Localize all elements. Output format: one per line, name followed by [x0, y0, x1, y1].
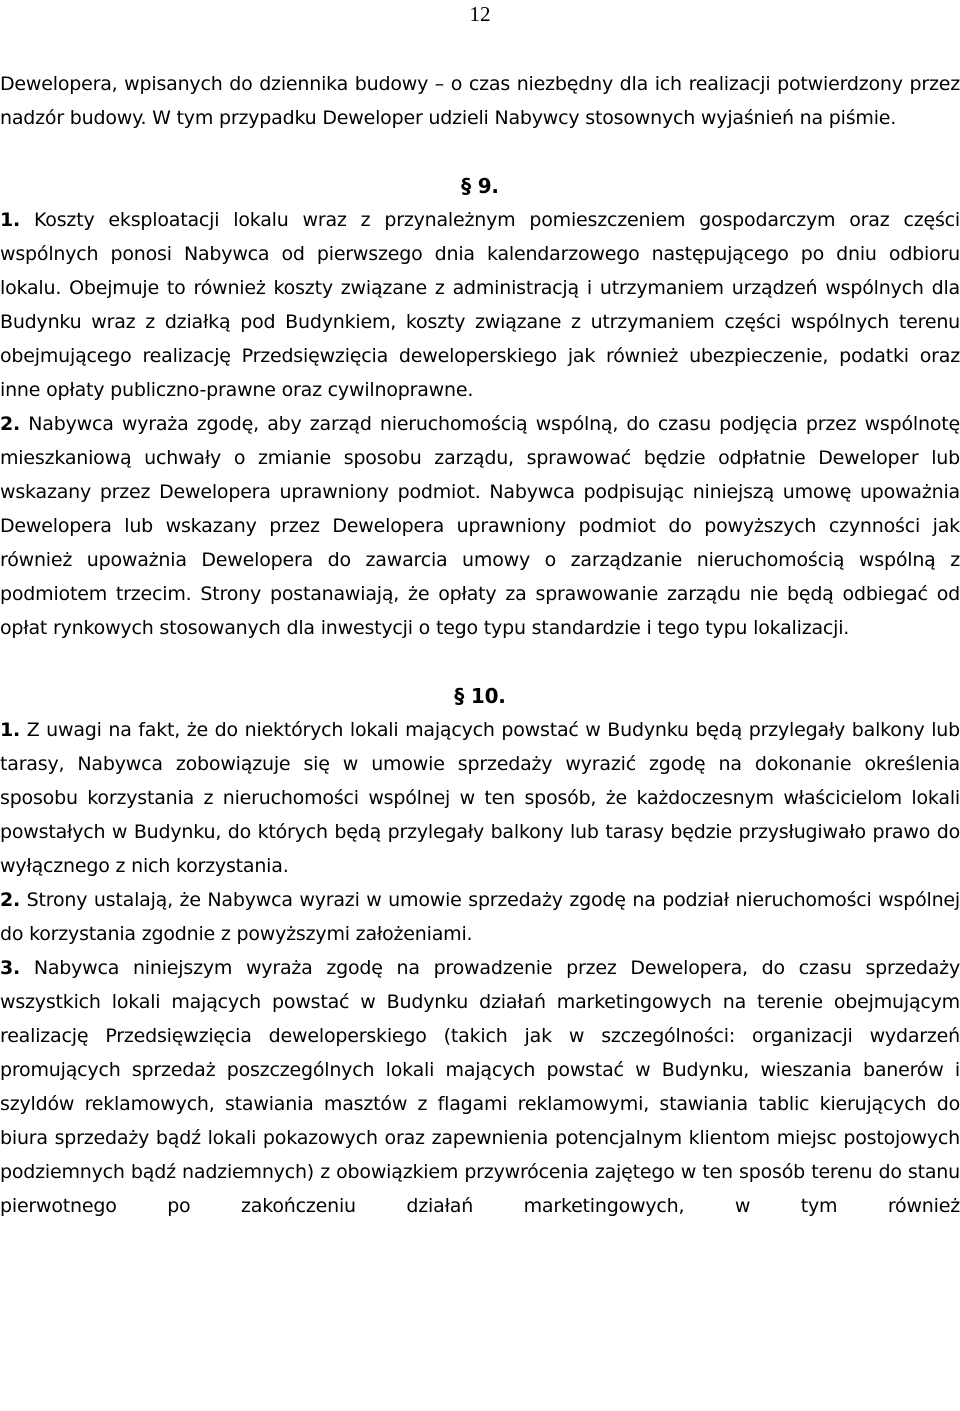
spacer [0, 645, 960, 679]
paragraph-text: Koszty eksploatacji lokalu wraz z przynależnym pomieszczeniem gospodarczym oraz części wspólnych ponosi Nabywca od pierwszego dnia kalendarzowego następującego po dniu odbioru lokalu. Obejmuje to również koszty związane z administracją i utrzymaniem urządzeń wspólnych dla Budynku wraz z działką pod Budynkiem, koszty związane z utrzymaniem części wspólnych terenu obejmującego realizację Przedsięwzięcia deweloperskiego jak również ubezpieczenie, podatki oraz inne opłaty publiczno-prawne oraz cywilnoprawne. [0, 209, 960, 401]
paragraph-number: 2. [0, 413, 21, 435]
paragraph-text: Z uwagi na fakt, że do niektórych lokali mających powstać w Budynku będą przylegały balkony lub tarasy, Nabywca zobowiązuje się w umowie sprzedaży wyrazić zgodę na dokonanie określenia sposobu korzystania z nieruchomości wspólnej w ten sposób, że każdoczesnym właścicielom lokali powstałych w Budynku, do których będą przylegały balkony lub tarasy będzie przysługiwało prawo do wyłącznego z nich korzystania. [0, 719, 960, 877]
paragraph-text: Nabywca niniejszym wyraża zgodę na prowadzenie przez Dewelopera, do czasu sprzedaży wszystkich lokali mających powstać w Budynku działań marketingowych na terenie obejmującym realizację Przedsięwzięcia deweloperskiego (takich jak w szczególności: organizacji wydarzeń promujących sprzedaż poszczególnych lokali mających powstać w Budynku, wieszania banerów i szyldów reklamowych, stawiania masztów z flagami reklamowymi, stawiania tablic kierujących do biura sprzedaży bądź lokali pokazowych oraz zapewnienia potencjalnym klientom miejsc postojowych podziemnych bądź nadziemnych) z obowiązkiem przywrócenia zajętego w ten sposób terenu do stanu pierwotnego po zakończeniu działań marketingowych, w tym również [0, 957, 960, 1217]
paragraph-number: 3. [0, 957, 21, 979]
intro-paragraph: Dewelopera, wpisanych do dziennika budowy – o czas niezbędny dla ich realizacji potwierdzony przez nadzór budowy. W tym przypadku Deweloper udzieli Nabywcy stosownych wyjaśnień na piśmie. [0, 73, 960, 129]
spacer [0, 135, 960, 169]
section-9-heading [0, 169, 960, 203]
paragraph-number: 1. [0, 719, 21, 741]
section-10-heading [0, 679, 960, 713]
section-10-paragraph-2 [0, 883, 960, 951]
section-symbol: § [461, 174, 471, 198]
paragraph-text: Strony ustalają, że Nabywca wyrazi w umowie sprzedaży zgodę na podział nieruchomości wspólnej do korzystania zgodnie z powyższymi założeniami. [0, 889, 960, 945]
paragraph-text: Nabywca wyraża zgodę, aby zarząd nieruchomością wspólną, do czasu podjęcia przez wspólnotę mieszkaniową uchwały o zmianie sposobu zarządu, sprawować będzie odpłatnie Deweloper lub wskazany przez Dewelopera uprawniony podmiot. Nabywca podpisując niniejszą umowę upoważnia Dewelopera lub wskazany przez Dewelopera uprawniony podmiot do powyższych czynności jak również upoważnia Dewelopera do zawarcia umowy o zarządzanie nieruchomością wspólną z podmiotem trzecim. Strony postanawiają, że opłaty za sprawowanie zarządu nie będą odbiegać od opłat rynkowych stosowanych dla inwestycji o tego typu standardzie i tego typu lokalizacji. [0, 413, 960, 639]
section-10-paragraph-3 [0, 951, 960, 1223]
section-number: 10. [470, 684, 506, 708]
paragraph-number: 2. [0, 889, 21, 911]
section-10-paragraph-1 [0, 713, 960, 883]
page-number: 12 [469, 2, 491, 26]
section-number: 9. [477, 174, 499, 198]
section-9-paragraph-2 [0, 407, 960, 645]
paragraph-number: 1. [0, 209, 21, 231]
document-body [0, 67, 960, 1223]
section-symbol: § [454, 684, 465, 708]
section-9-paragraph-1 [0, 203, 960, 407]
